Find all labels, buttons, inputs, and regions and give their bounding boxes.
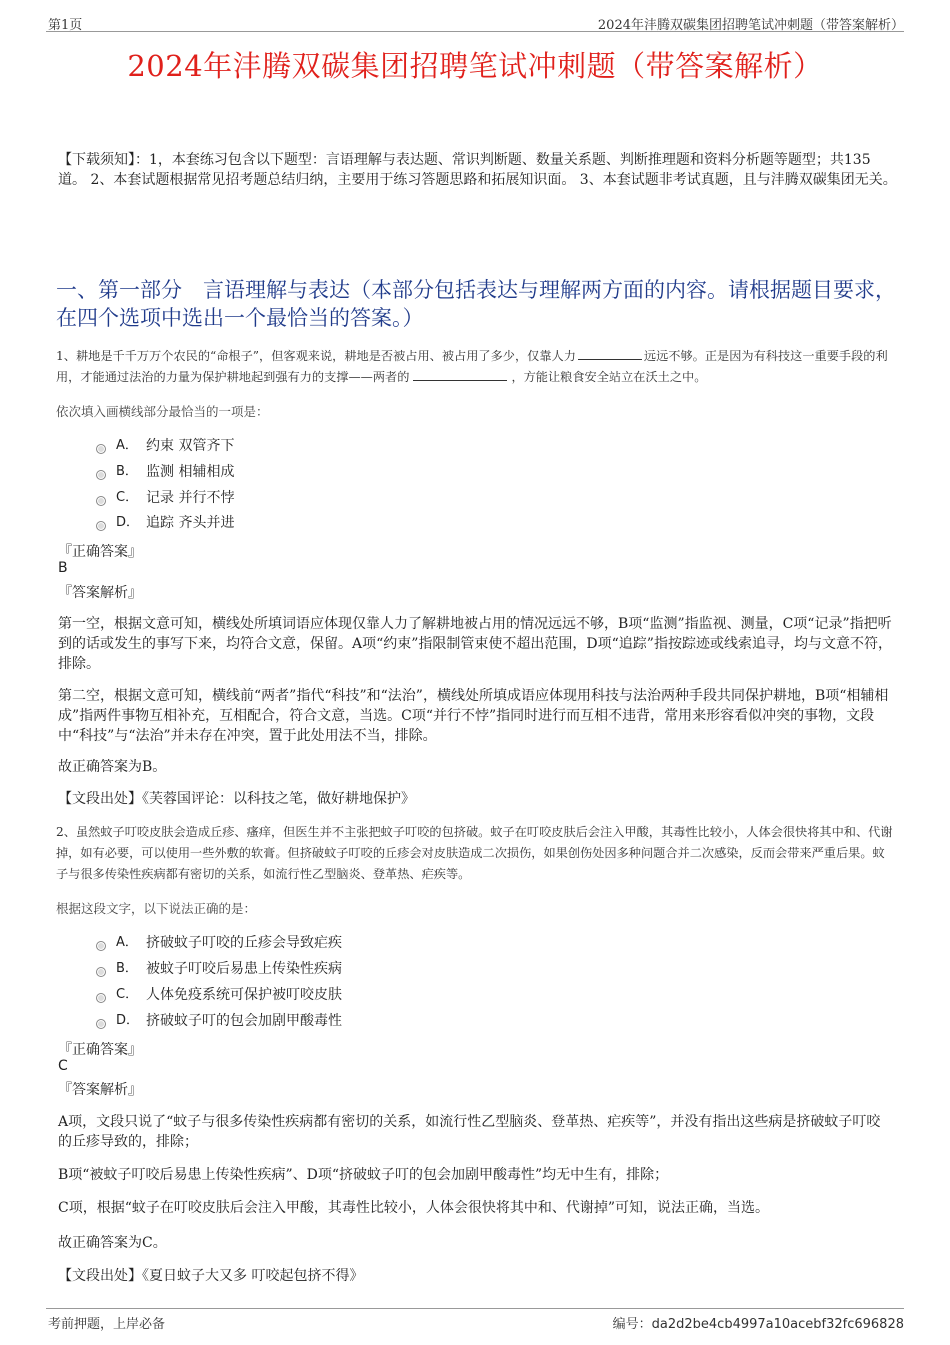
question-2-text: 2、虽然蚊子叮咬皮肤会造成丘疹、瘙痒，但医生并不主张把蚊子叮咬的包挤破。蚊子在叮咬皮肤后会注入甲酸，其毒性比较小，人体会很快将其中和、代谢掉，如有必要，可以使用一些外敷的软膏。但挤破蚊子叮咬的丘疹会对皮肤造成二次损伤，如果创伤处因多种问题合并二次感染，反而会带来严重后果。蚊子与很多传染性疾病都有密切的关系，如流行性乙型脑炎、登革热、疟疾等。 bbox=[56, 825, 893, 881]
download-notice: 【下载须知】：1，本套练习包含以下题型：言语理解与表达题、常识判断题、数量关系题、判断推理题和资料分析题等题型；共135道。 2、本套试题根据常见招考题总结归纳，主要用于练习答题思路和拓展知识面。 3、本套试题非考试真题，且与沣腾双碳集团无关。 bbox=[58, 152, 897, 188]
question-1-conclusion: 故正确答案为B。 bbox=[58, 759, 167, 775]
blank-1 bbox=[578, 347, 642, 360]
radio-icon[interactable] bbox=[96, 521, 106, 531]
question-1-analysis-label: 『答案解析』 bbox=[58, 585, 142, 601]
question-2-analysis-label: 『答案解析』 bbox=[58, 1082, 142, 1098]
question-1-option-d[interactable]: D． 追踪 齐头并进 bbox=[96, 513, 234, 533]
radio-icon[interactable] bbox=[96, 496, 106, 506]
question-1-answer-label: 『正确答案』 bbox=[58, 544, 142, 560]
question-1-option-a[interactable]: A． 约束 双管齐下 bbox=[96, 436, 234, 456]
question-1-answer: B bbox=[58, 560, 68, 576]
document-title: 2024年沣腾双碳集团招聘笔试冲刺题（带答案解析） bbox=[127, 49, 823, 83]
radio-icon[interactable] bbox=[96, 941, 106, 951]
question-2-option-a[interactable]: A． 挤破蚊子叮咬的丘疹会导致疟疾 bbox=[96, 933, 342, 953]
radio-icon[interactable] bbox=[96, 444, 106, 454]
blank-2 bbox=[413, 368, 507, 381]
question-1-prompt: 依次填入画横线部分最恰当的一项是： bbox=[56, 404, 269, 419]
question-2-prompt: 根据这段文字，以下说法正确的是： bbox=[56, 901, 257, 916]
question-2-analysis-2: B项“被蚊子叮咬后易患上传染性疾病”、D项“挤破蚊子叮的包会加剧甲酸毒性”均无中生有，排除； bbox=[58, 1167, 669, 1183]
question-1-option-c[interactable]: C． 记录 并行不悖 bbox=[96, 488, 234, 508]
radio-icon[interactable] bbox=[96, 967, 106, 977]
footer-slogan: 考前押题，上岸必备 bbox=[48, 1317, 166, 1332]
question-2-answer: C bbox=[58, 1058, 68, 1074]
question-1-source: 【文段出处】《芙蓉国评论：以科技之笔，做好耕地保护》 bbox=[58, 791, 415, 807]
radio-icon[interactable] bbox=[96, 1019, 106, 1029]
question-1-text: 1、耕地是千千万万个农民的“命根子”，但客观来说，耕地是否被占用、被占用了多少，仅靠人力 远远不够。正是因为有科技这一重要手段的利用，才能通过法治的力量为保护耕地起到强有力的支撑——两者的 ，方能让粮食安全站立在沃土之中。 bbox=[56, 349, 888, 384]
question-1-option-b[interactable]: B． 监测 相辅相成 bbox=[96, 462, 234, 482]
question-2-analysis-3: C项，根据“蚊子在叮咬皮肤后会注入甲酸，其毒性比较小，人体会很快将其中和、代谢掉”可知，说法正确，当选。 bbox=[58, 1200, 770, 1216]
header-doc-title: 2024年沣腾双碳集团招聘笔试冲刺题（带答案解析） bbox=[597, 18, 904, 33]
question-2-conclusion: 故正确答案为C。 bbox=[58, 1235, 167, 1251]
question-2-answer-label: 『正确答案』 bbox=[58, 1042, 142, 1058]
question-1-analysis-1: 第一空，根据文意可知，横线处所填词语应体现仅靠人力了解耕地被占用的情况远远不够，B项“监测”指监视、测量，C项“记录”指把听到的话或发生的事写下来，均符合文意，保留。A项“约束”指限制管束使不超出范围，D项“追踪”指按踪迹或线索追寻，均与文意不符，排除。 bbox=[58, 616, 892, 672]
page-number: 第1页 bbox=[48, 18, 83, 33]
radio-icon[interactable] bbox=[96, 470, 106, 480]
question-2-analysis-1: A项，文段只说了“蚊子与很多传染性疾病都有密切的关系，如流行性乙型脑炎、登革热、疟疾等”，并没有指出这些病是挤破蚊子叮咬的丘疹导致的，排除； bbox=[58, 1114, 881, 1150]
footer-code: 编号：da2d2be4cb4997a10acebf32fc696828 bbox=[612, 1317, 904, 1332]
footer-divider bbox=[46, 1308, 904, 1309]
question-2-option-d[interactable]: D． 挤破蚊子叮的包会加剧甲酸毒性 bbox=[96, 1011, 342, 1031]
question-1-analysis-2: 第二空，根据文意可知，横线前“两者”指代“科技”和“法治”，横线处所填成语应体现用科技与法治两种手段共同保护耕地，B项“相辅相成”指两件事物互相补充，互相配合，符合文意，当选。C项“并行不悖”指同时进行而互相不违背，常用来形容看似冲突的事物，文段中“科技”与“法治”并未存在冲突，置于此处用法不当，排除。 bbox=[58, 688, 889, 744]
question-2-source: 【文段出处】《夏日蚊子大又多 叮咬起包挤不得》 bbox=[58, 1268, 364, 1284]
header-divider bbox=[46, 31, 904, 32]
question-2-option-b[interactable]: B． 被蚊子叮咬后易患上传染性疾病 bbox=[96, 959, 342, 979]
radio-icon[interactable] bbox=[96, 993, 106, 1003]
question-2-option-c[interactable]: C． 人体免疫系统可保护被叮咬皮肤 bbox=[96, 985, 342, 1005]
section-title: 一、第一部分 言语理解与表达（本部分包括表达与理解两方面的内容。请根据题目要求，在四个选项中选出一个最恰当的答案。） bbox=[56, 278, 896, 330]
